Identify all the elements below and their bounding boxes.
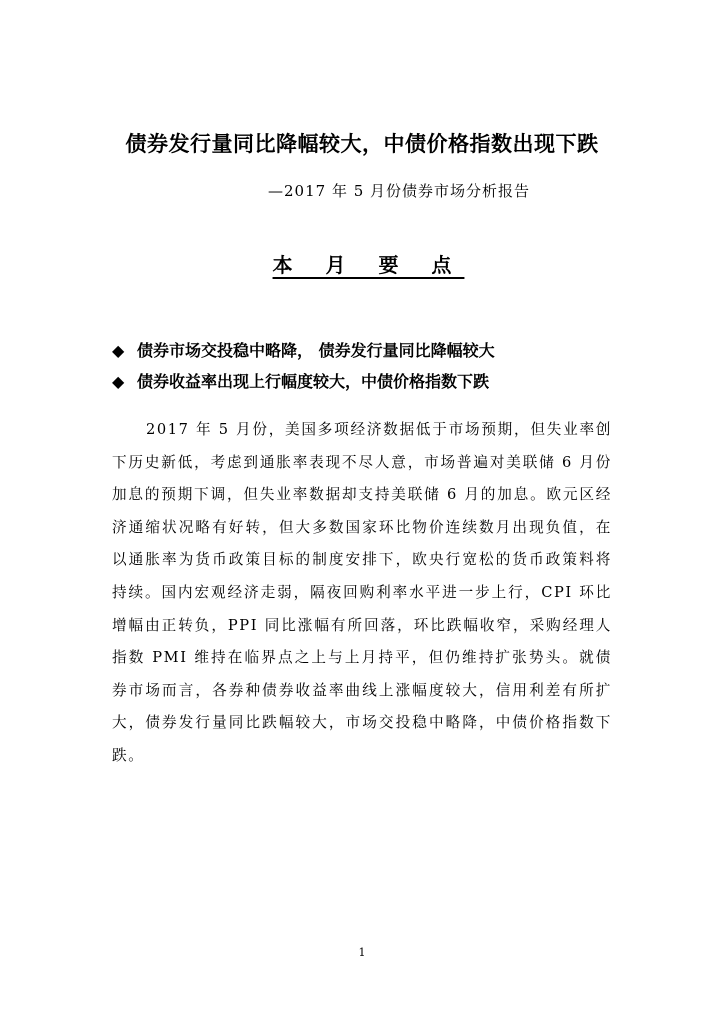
report-subtitle: —2017 年 5 月份债券市场分析报告 [268,182,531,200]
highlight-item [112,338,495,369]
highlight-item-text: 债券市场交投稳中略降， 债券发行量同比降幅较大 [137,341,495,360]
report-title: 债券发行量同比降幅较大，中债价格指数出现下跌 [125,132,599,156]
body-paragraph: 2017 年 5 月份，美国多项经济数据低于市场预期，但失业率创下历史新低，考虑到通胀率表现不尽人意，市场普遍对美联储 6 月份加息的预期下调，但失业率数据却支持美联储 6 月的加息。欧元区经济通缩状况略有好转，但大多数国家环比物价连续数月出现负值，在以通胀率为货币政策目标的制度安排下，欧央行宽松的货币政策料将持续。国内宏观经济走弱，隔夜回购利率水平进一步上行，CPI 环比增幅由正转负，PPI 同比涨幅有所回落，环比跌幅收窄，采购经理人指数 PMI 维持在临界点之上与上月持平，但仍维持扩张势头。就债券市场而言，各券种债券收益率曲线上涨幅度较大，信用利差有所扩大，债券发行量同比跌幅较大，市场交投稳中略降，中债价格指数下跌。 [112,421,612,764]
highlight-item [112,369,495,400]
highlights-heading-text: 本 月 要 点 [272,253,465,277]
highlights-heading [0,249,724,278]
black-diamond-icon: ◆ [112,341,125,360]
black-diamond-icon: ◆ [112,372,125,391]
page-number: 1 [358,946,366,959]
highlights-list [112,338,495,400]
highlight-item-text: 债券收益率出现上行幅度较大，中债价格指数下跌 [137,372,490,391]
